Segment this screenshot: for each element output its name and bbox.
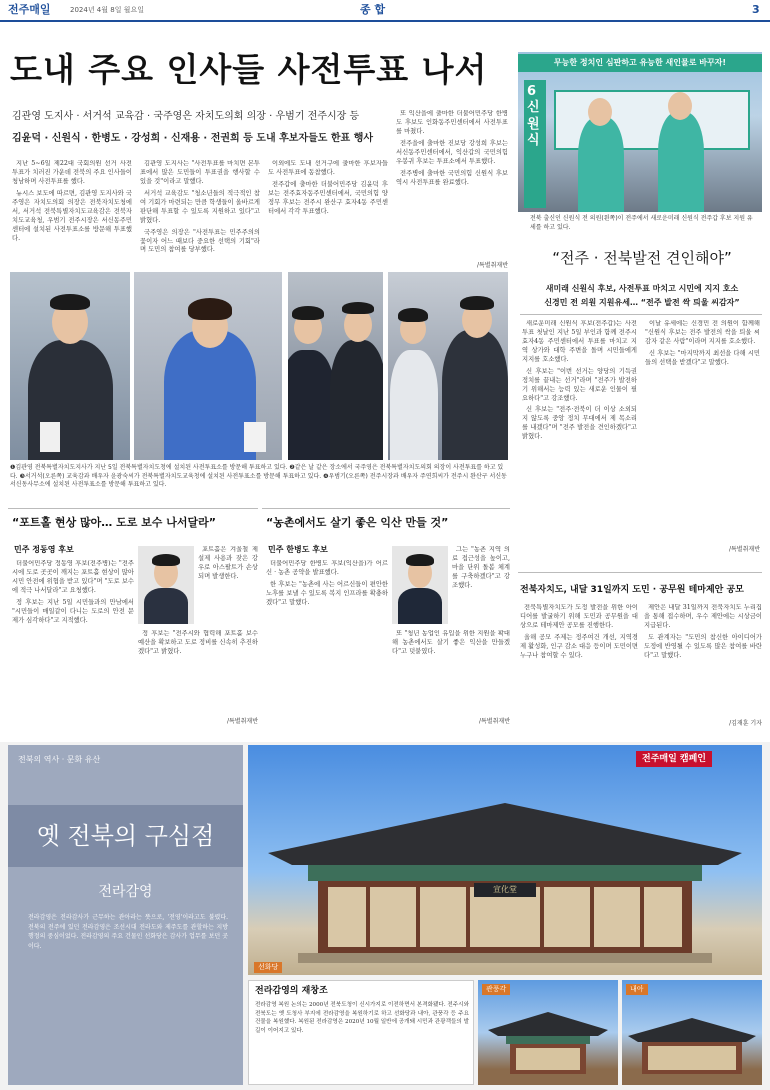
subhead-2: 김윤덕 · 신원식 · 한병도 · 강성희 · 신재용 · 전권희 등 도내 후보자들도 한표 행사 bbox=[12, 133, 374, 144]
main-col-4 bbox=[396, 110, 508, 265]
rural-col-2 bbox=[452, 546, 510, 626]
main-para: 국주영은 의장은 "사전투표는 민주주의의 꽃이자 어느 때보다 중요한 선택의 기회"라며 도민의 참여를 당부했다. bbox=[140, 228, 260, 254]
heritage-kicker: 전라감영 bbox=[98, 884, 153, 900]
divider bbox=[520, 314, 762, 315]
rural-col-1 bbox=[266, 560, 388, 730]
divider bbox=[262, 508, 510, 509]
subhead-1: 김관영 도지사 · 서거석 교육감 · 국주영은 자치도의회 의장 · 우범기 전주시장 등 bbox=[12, 111, 360, 122]
heritage-series: 전북의 역사 · 문화 유산 bbox=[18, 755, 101, 764]
rural-headline: “농촌에서도 살기 좋은 익산 만들 것” bbox=[266, 516, 449, 529]
pothole-para: 정 후보는 지난 5일 시민들과의 만남에서 "시민들이 매일같이 다니는 도로의 안전 문제가 심각하다"고 지적했다. bbox=[12, 598, 134, 624]
photo-assembly-chair-voting bbox=[134, 272, 282, 460]
right-para: 신 후보는 "전주·전북이 더 이상 소외되지 않도록 중앙 정치 무대에서 제 목소리를 내겠다"며 "전주 발전을 견인하겠다"고 밝혔다. bbox=[522, 406, 637, 441]
heritage-title: 옛 전북의 구심점 bbox=[36, 822, 215, 850]
right-col-1 bbox=[522, 320, 637, 560]
proposal-headline: 전북자치도, 내달 31일까지 도민 · 공무원 테마제안 공모 bbox=[520, 585, 744, 595]
right-para: 새로운미래 신원식 후보(전주갑)는 사전투표 첫날인 지난 5일 부인과 함께 전주시 효자4동 주민센터에서 투표를 마치고 지역 상가와 대학 주변을 돌며 시민들에게 지지를 호소했다. bbox=[522, 320, 637, 363]
rural-byline: /특별취재반 bbox=[478, 718, 510, 725]
heritage-panel bbox=[8, 745, 243, 1085]
right-deck-1: 새미래 신원식 후보, 사전투표 마치고 시민에 지지 호소 bbox=[545, 284, 739, 293]
divider bbox=[518, 572, 762, 573]
right-para: 신 후보는 "이번 선거는 양당의 기득권 정치를 끝내는 선거"라며 "전주가 발전하기 위해서는 능력 있는 새로운 인물이 필요하다"고 강조했다. bbox=[522, 367, 637, 402]
photo-jung-candidate bbox=[138, 546, 194, 624]
pothole-col-3 bbox=[138, 630, 258, 720]
photo-seonhwadang bbox=[248, 745, 762, 975]
photo-governor-voting bbox=[10, 272, 130, 460]
candidate-label-jung: 민주 정동영 후보 bbox=[14, 545, 74, 554]
candidate-label-han: 민주 한병도 후보 bbox=[268, 545, 328, 554]
proposal-para: 제안은 내달 31일까지 전북자치도 누리집을 통해 접수하며, 우수 제안에는 시상금이 지급된다. bbox=[644, 604, 762, 629]
main-para: 전주을에 출마한 진보당 강성희 후보는 서신동주민센터에서, 익산갑의 국민의힘 우봉귀 후보는 투표소에서 투표했다. bbox=[396, 139, 508, 165]
rural-para: 그는 "농촌 지역 의료 접근성을 높이고, 마을 단위 돌봄 체계를 구축하겠다"고 강조했다. bbox=[452, 546, 510, 589]
right-byline: /특별취재반 bbox=[728, 546, 760, 553]
main-para: 서거석 교육감도 "청소년들의 적극적인 참여 기회가 마련되는 만큼 학생들이 올바르게 판단해 투표할 수 있도록 지원하고 있다"고 밝혔다. bbox=[140, 189, 260, 224]
photo-superintendent-voting bbox=[288, 272, 383, 460]
rural-para: 한 후보는 "농촌에 사는 어르신들이 편안한 노후를 보낼 수 있도록 복지 인프라를 확충하겠다"고 말했다. bbox=[266, 580, 388, 606]
photo-gwanpunggak bbox=[478, 980, 618, 1085]
main-para: 이외에도 도내 선거구에 출마한 후보자들도 사전투표에 동참했다. bbox=[268, 160, 388, 176]
rural-col-3 bbox=[392, 630, 510, 720]
pothole-para: 더불어민주당 정동영 후보(전주병)는 "전주시에 도로 곳곳이 깨지는 포트홀 현상이 많아 시민 안전에 위협을 받고 있다"며 "도로 보수에 적극 나서달라"고 요청했다. bbox=[12, 560, 134, 594]
main-col-2 bbox=[140, 160, 260, 265]
main-photo-caption: ❶김관영 전북특별자치도지사가 지난 5일 전북특별자치도청에 설치된 사전투표소를 방문해 투표하고 있다. ❷같은 날 같은 장소에서 국주영은 전북특별자치도의회 의장이 사전투표를 하고 있다. ❸서거석(오른쪽) 교육감과 배우자 윤광숙씨가 전북특별자치도교육청에 설치된 사전투표소를 방문해 투표하고 있다. ❹우범기(오른쪽) 전주시장과 배우자 주연희씨가 전주시 완산구 서신동 서신동사무소에 설치된 사전투표소를 방문해 투표하고 있다. bbox=[10, 464, 507, 489]
photo-rally: 무능한 정치인 심판하고 유능한 새인물로 바꾸자! 6 신 원 식 bbox=[518, 52, 762, 212]
divider bbox=[8, 508, 258, 509]
proposal-para: 도 관계자는 "도민의 참신한 아이디어가 도정에 반영될 수 있도록 많은 참여를 바란다"고 말했다. bbox=[644, 633, 762, 659]
restoration-box bbox=[248, 980, 474, 1085]
rally-banner: 무능한 정치인 심판하고 유능한 새인물로 바꾸자! bbox=[518, 54, 762, 72]
photo-han-candidate bbox=[392, 546, 448, 624]
restoration-title: 전라감영의 재창조 bbox=[255, 986, 328, 996]
photo-tag-seonhwadang: 선화당 bbox=[254, 962, 282, 973]
right-para: 신 후보는 "마지막까지 최선을 다해 시민들의 선택을 받겠다"고 말했다. bbox=[645, 349, 760, 366]
rural-para: 더불어민주당 한병도 후보(익산을)가 어르신 · 농촌 공약을 발표했다. bbox=[266, 560, 388, 576]
right-para: 이날 유세에는 신경민 전 의원이 함께해 "신원식 후보는 전주 발전의 싹을 틔울 씨감자 같은 사람"이라며 지지를 호소했다. bbox=[645, 320, 760, 345]
right-quote-headline: “전주 · 전북발전 견인해야” bbox=[552, 249, 732, 267]
main-col-3 bbox=[268, 160, 388, 265]
rural-para: 또 "청년 농업인 유입을 위한 지원을 확대해 농촌에서도 살기 좋은 익산을 만들겠다"고 덧붙였다. bbox=[392, 630, 510, 655]
pothole-para: 포트홀은 겨울철 제설제 사용과 잦은 강우로 아스팔트가 손상되며 발생한다. bbox=[198, 546, 258, 580]
pothole-headline: “포트홀 현상 많아… 도로 보수 나서달라” bbox=[12, 516, 216, 529]
proposal-col-2 bbox=[644, 604, 762, 720]
photo-tag-gwanpunggak: 관풍각 bbox=[482, 984, 510, 995]
rally-photo-caption: 전북 출신인 신원식 전 의원(왼쪽)이 전주에서 새로운미래 신원식 전주갑 후보 지원 유세를 하고 있다. bbox=[530, 215, 753, 231]
main-para: 또 익산을에 출마한 더불어민주당 한병도 후보도 인화동주민센터에서 사전투표를 마쳤다. bbox=[396, 110, 508, 135]
photo-naea bbox=[622, 980, 762, 1085]
signboard-text: 宣化堂 bbox=[493, 885, 517, 894]
proposal-byline: /김재훈 기자 bbox=[729, 720, 762, 727]
restoration-body: 전라감영 복원 논의는 2000년 전북도청이 신시가지로 이전하면서 본격화됐다. 전주시와 전북도는 옛 도청사 부지에 전라감영을 복원하기로 하고 선화당과 내아, 관풍각 등 주요 건물을 복원했다. 복원된 전라감영은 2020년 10월 일반에 공개돼 시민과 관광객들의 발길이 이어지고 있다. bbox=[255, 1002, 469, 1034]
main-col-1 bbox=[12, 160, 132, 265]
proposal-para: 전북특별자치도가 도정 발전을 위한 아이디어를 발굴하기 위해 도민과 공무원을 대상으로 테마제안 공모를 진행한다. bbox=[520, 604, 638, 629]
pothole-col-2 bbox=[198, 546, 258, 626]
right-col-2 bbox=[645, 320, 760, 550]
main-headline: 도내 주요 인사들 사전투표 나서 bbox=[10, 50, 488, 89]
main-para: 전주갑에 출마한 더불어민주당 김윤덕 후보는 전주효자동주민센터에서, 국민의힘 양정무 후보는 전주시 완산구 효자4동 주민센터에서 각각 투표했다. bbox=[268, 180, 388, 215]
main-para: 뉴시스 보도에 따르면, 김관영 도지사와 국주영은 자치도의회 의장은 전북자치도청에서, 서거석 전북특별자치도교육감은 전북자치도교육청, 우범기 전주시장은 서신동주민센터에 설치된 사전투표소를 방문해 투표했다. bbox=[12, 189, 132, 242]
proposal-para: 올해 공모 주제는 정주여건 개선, 지역경제 활성화, 인구 감소 대응 등이며 도민이면 누구나 참여할 수 있다. bbox=[520, 633, 638, 659]
photo-mayor-voting bbox=[388, 272, 508, 460]
section-name: 종 합 bbox=[360, 3, 386, 16]
pothole-col-1 bbox=[12, 560, 134, 730]
brand-logo: 전주매일 bbox=[8, 3, 51, 16]
main-para: 김관영 도지사는 "사전투표를 마치면 본투표에서 많은 도민들이 투표권을 행사할 수 있을 것"이라고 말했다. bbox=[140, 160, 260, 185]
campaign-label: 전주매일 캠페인 bbox=[636, 751, 712, 767]
right-deck-2: 신경민 전 의원 지원유세… “전주 발전 싹 틔울 씨감자” bbox=[544, 298, 740, 307]
heritage-body: 전라감영은 전라감사가 근무하는 관아라는 뜻으로, '전영'이라고도 불렸다. 전북의 전주에 있던 전라감영은 조선시대 전라도와 제주도를 관할하는 지방 행정의 중심이었다. 전라감영의 주요 건물인 선화당은 감사가 업무를 보던 곳이다. bbox=[28, 914, 228, 950]
issue-date: 2024년 4월 8일 월요일 bbox=[70, 6, 144, 14]
pothole-para: 정 후보는 "전주시와 협력해 포트홀 보수 예산을 확보하고 도로 정비를 신속히 추진하겠다"고 밝혔다. bbox=[138, 630, 258, 655]
page-number: 3 bbox=[752, 3, 760, 16]
pothole-byline: /특별취재반 bbox=[226, 718, 258, 725]
photo-tag-naea: 내아 bbox=[626, 984, 648, 995]
proposal-col-1 bbox=[520, 604, 638, 730]
main-para: 지난 5~6일 제22대 국회의원 선거 사전투표가 치러진 가운데 전북의 주요 인사들이 청남하며 사전투표를 했다. bbox=[12, 160, 132, 185]
main-para: 전주병에 출마한 국민의힘 신원식 후보 역시 사전투표를 완료했다. bbox=[396, 169, 508, 186]
main-byline: /특별취재반 bbox=[476, 262, 508, 269]
